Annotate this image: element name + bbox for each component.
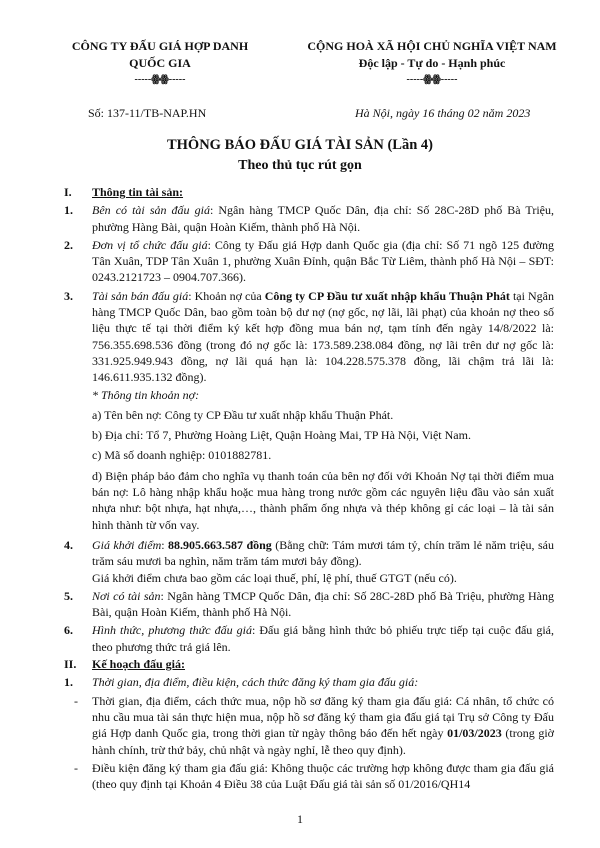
item-text: tại Ngân hàng TMCP Quốc Dân, bao gồm toàn bộ dư nợ (nợ gốc, nợ lãi, lãi phạt) của khoản nợ theo số liệu thực tế tại thời điểm ký kết hợp đồng mua bán nợ, tạm tính đến ngày 14/8/2022 là: 756.355.698.536 đồng (trong đó nợ gốc là: 173.589.238.084 đồng, nợ lãi trên dư nợ gốc là: 331.925.949.943 đồng, nợ lãi quá hạn là: 104.228.575.378 đồng, lãi chậm trả lãi là: 146.611.935.132 đồng). — [92, 288, 555, 385]
dash-text: (trong giờ hành chính, trừ thứ bảy, chủ nhật và ngày nghỉ, lễ theo quy định). — [92, 726, 554, 757]
section-number: I. — [64, 185, 72, 199]
debt-detail: d) Biện pháp bảo đảm cho nghĩa vụ thanh toán của bên nợ đối với Khoản Nợ tại thời điểm mua bán nợ: Lô hàng nhập khẩu hoặc mua hàng trong nước gồm các nguyên liệu đầu vào sản xuất nhựa như: bột nhựa, hạt nhựa,…, thành phẩm ống nhựa và thép không gỉ các loại – là tài sản hình thành từ vốn vay. — [92, 468, 554, 532]
list-item — [64, 622, 554, 655]
item-number: 3. — [64, 288, 73, 303]
section-title: Kế hoạch đấu giá: — [92, 657, 186, 672]
item-text: : Đấu giá bằng hình thức bỏ phiếu trực tiếp tại cuộc đấu giá, theo phương thức trả giá lên. — [92, 623, 554, 654]
debt-info-note: * Thông tin khoản nợ: — [92, 387, 200, 402]
debt-detail: c) Mã số doanh nghiệp: 0101882781. — [92, 448, 272, 463]
dash-item — [64, 760, 554, 793]
item-text: (Bằng chữ: Tám mươi tám tỷ, chín trăm lẻ năm triệu, sáu trăm sáu mươi ba nghìn, năm trăm tám mươi bảy đồng). — [92, 537, 554, 569]
debt-detail: a) Tên bên nợ: Công ty CP Đầu tư xuất nhập khẩu Thuận Phát. — [92, 407, 394, 422]
item-label: Giá khởi điểm — [92, 537, 162, 552]
dash-text: Điều kiện đăng ký tham gia đấu giá: Không thuộc các trường hợp không được tham gia đấu giá (theo quy định tại Khoản 4 Điều 38 của Luật Đấu giá tài sản số 01/2016/QH14 — [92, 760, 554, 792]
document-body — [64, 183, 554, 792]
item-number: 1. — [64, 203, 73, 218]
item-text: : Công ty Đấu giá Hợp danh Quốc gia (địa chỉ: Số 71 ngõ 125 đường Tân Xuân, TDP Tân Xuân 1, phường Xuân Đỉnh, quận Bắc Từ Liêm, thành phố Hà Nội – SĐT: 0243.2121723 – 0904.707.366). — [92, 237, 554, 285]
document-subtitle: Theo thủ tục rút gọn — [238, 158, 362, 173]
national-motto: Độc lập - Tự do - Hạnh phúc — [358, 56, 506, 70]
debtor-name: Công ty CP Đầu tư xuất nhập khẩu Thuận Phát — [264, 288, 510, 303]
dash-item — [64, 693, 554, 758]
organization-header — [60, 38, 260, 88]
item-label: Nơi có tài sản — [92, 588, 161, 603]
list-item — [64, 674, 554, 690]
section-title: Thông tin tài sản: — [92, 185, 184, 199]
item-label: Đơn vị tổ chức đấu giá — [92, 237, 208, 252]
item-label: Thời gian, địa điểm, điều kiện, cách thức đăng ký tham gia đấu giá: — [92, 675, 419, 690]
starting-price: 88.905.663.587 đồng — [168, 537, 272, 552]
org-name-line1: CÔNG TY ĐẤU GIÁ HỢP DANH — [71, 39, 249, 53]
list-item — [64, 237, 554, 286]
document-title: THÔNG BÁO ĐẤU GIÁ TÀI SẢN (Lần 4) — [166, 137, 433, 153]
dash-bullet: - — [74, 693, 78, 708]
document-date: Hà Nội, ngày 16 tháng 02 năm 2023 — [355, 106, 531, 120]
deadline-date: 01/03/2023 — [447, 726, 502, 741]
item-number: 5. — [64, 588, 73, 603]
item-label: Hình thức, phương thức đấu giá — [92, 623, 252, 638]
list-item — [64, 588, 554, 621]
item-text: : Ngân hàng TMCP Quốc Dân, địa chỉ: Số 28C-28D phố Bà Triệu, phường Hàng Bài, quận Hoàn Kiếm, thành phố Hà Nội. — [92, 588, 555, 620]
section-heading-auction-plan — [64, 656, 554, 672]
national-header — [282, 38, 582, 88]
national-ornament: -----ꙮꙮ----- — [406, 74, 458, 85]
list-item — [64, 537, 554, 586]
price-note: Giá khởi điểm chưa bao gồm các loại thuế, phí, lệ phí, thuế GTGT (nếu có). — [92, 570, 457, 585]
item-number: 1. — [64, 675, 73, 690]
dash-bullet: - — [74, 760, 78, 775]
page-number: 1 — [297, 812, 303, 826]
document-number: Số: 137-11/TB-NAP.HN — [88, 106, 207, 120]
list-item — [64, 288, 554, 386]
section-number: II. — [64, 657, 77, 672]
item-label: Tài sản bán đấu giá — [92, 288, 189, 303]
debt-detail: b) Địa chỉ: Tổ 7, Phường Hoàng Liệt, Quận Hoàng Mai, TP Hà Nội, Việt Nam. — [92, 428, 471, 443]
item-text: : Khoản nợ của — [188, 288, 265, 303]
list-item — [64, 202, 554, 235]
item-text: : — [161, 537, 169, 552]
org-name-line2: QUỐC GIA — [129, 56, 191, 70]
item-number: 6. — [64, 623, 73, 638]
item-text: : Ngân hàng TMCP Quốc Dân, địa chỉ: Số 28C-28D phố Bà Triệu, phường Hàng Bài, quận Hoàn Kiếm, thành phố Hà Nội. — [92, 203, 554, 234]
item-number: 2. — [64, 237, 73, 252]
item-label: Bên có tài sản đấu giá — [92, 203, 210, 218]
dash-text: Thời gian, địa điểm, cách thức mua, nộp hồ sơ đăng ký tham gia đấu giá: Cá nhân, tổ chức có nhu cầu mua tài sản thực hiện mua, nộp hồ sơ đăng ký tham gia đấu giá tại Trụ sở Công ty Đấu giá Hợp danh Quốc gia, trong thời gian từ ngày thông báo đến hết ngày — [92, 693, 554, 741]
item-number: 4. — [64, 537, 73, 552]
org-ornament: -----ꙮꙮ----- — [134, 74, 186, 85]
section-heading-asset-info — [64, 184, 554, 200]
national-name: CỘNG HOÀ XÃ HỘI CHỦ NGHĨA VIỆT NAM — [307, 39, 557, 53]
